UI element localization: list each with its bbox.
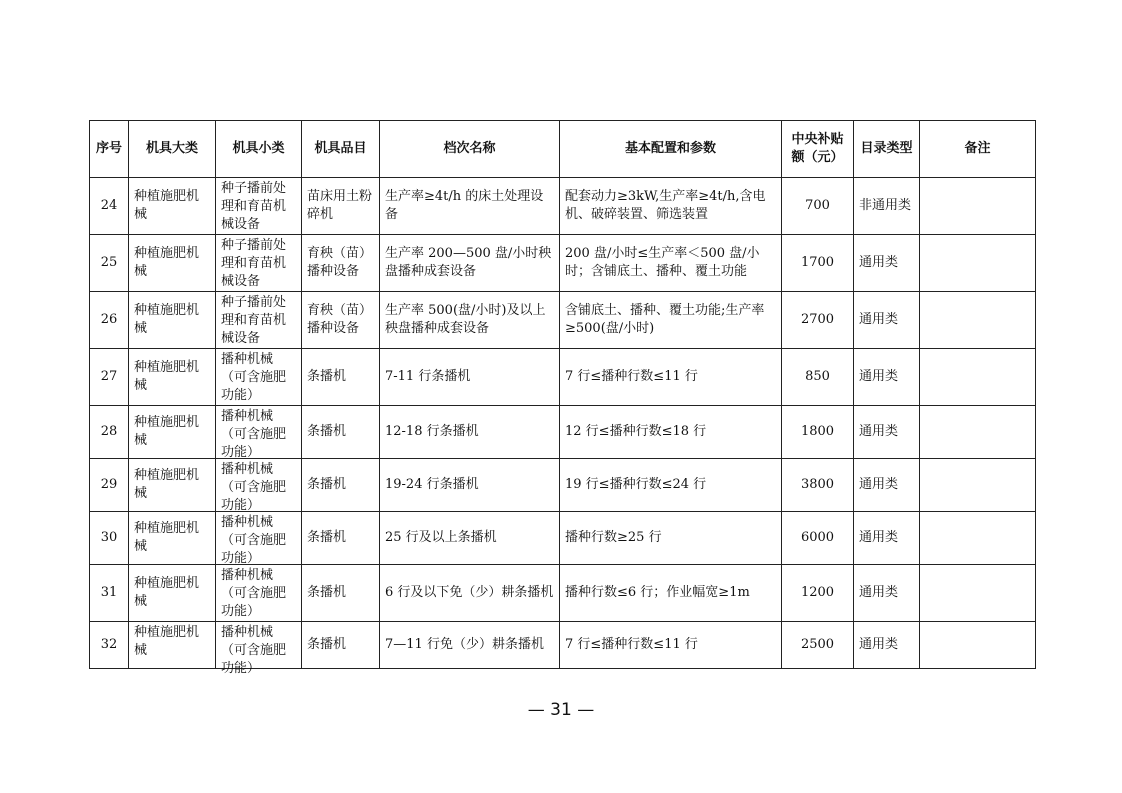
cell-minor-text: 播种机械（可含施肥功能）: [221, 409, 287, 460]
cell-catalog-type: 通用类: [854, 622, 920, 669]
cell-config: 7 行≤播种行数≤11 行: [560, 349, 782, 406]
cell-subsidy: 3800: [782, 459, 854, 512]
table-row: [90, 292, 1036, 349]
cell-catalog-type: 通用类: [854, 292, 920, 349]
cell-grade-name: 7-11 行条播机: [380, 349, 560, 406]
cell-config: 7 行≤播种行数≤11 行: [560, 622, 782, 669]
cell-catalog-type: 通用类: [854, 459, 920, 512]
cell-minor-text: 种子播前处理和育苗机械设备: [221, 238, 287, 289]
cell-major-category: 种植施肥机械: [129, 235, 216, 292]
cell-grade-name: 生产率 200—500 盘/小时秧盘播种成套设备: [380, 235, 560, 292]
cell-minor-category: [216, 459, 302, 512]
cell-item: 育秧（苗）播种设备: [302, 235, 380, 292]
header-no: 序号: [90, 121, 129, 178]
cell-config: 播种行数≤6 行；作业幅宽≥1m: [560, 565, 782, 622]
cell-note: [920, 292, 1036, 349]
cell-catalog-type: 通用类: [854, 406, 920, 459]
cell-catalog-type: 通用类: [854, 565, 920, 622]
cell-minor-category: [216, 565, 302, 622]
cell-minor-text: 种子播前处理和育苗机械设备: [221, 295, 287, 346]
cell-minor-category: [216, 406, 302, 459]
cell-subsidy: 1200: [782, 565, 854, 622]
cell-note: [920, 622, 1036, 669]
header-major-category: 机具大类: [129, 121, 216, 178]
header-config: 基本配置和参数: [560, 121, 782, 178]
cell-note: [920, 512, 1036, 565]
cell-major-category: 种植施肥机械: [129, 459, 216, 512]
cell-note: [920, 565, 1036, 622]
cell-item: 育秧（苗）播种设备: [302, 292, 380, 349]
table-row: [90, 459, 1036, 512]
cell-no: 32: [90, 622, 129, 669]
cell-config: 12 行≤播种行数≤18 行: [560, 406, 782, 459]
cell-config: 200 盘/小时≤生产率＜500 盘/小时；含铺底土、播种、覆土功能: [560, 235, 782, 292]
cell-note: [920, 459, 1036, 512]
subsidy-table: [89, 120, 1036, 676]
cell-minor-category: [216, 622, 302, 676]
cell-minor-text: 播种机械（可含施肥功能）: [221, 568, 287, 619]
cell-subsidy: 6000: [782, 512, 854, 565]
cell-grade-name: 7—11 行免（少）耕条播机: [380, 622, 560, 669]
cell-grade-name: 6 行及以下免（少）耕条播机: [380, 565, 560, 622]
table-row: [90, 406, 1036, 459]
cell-no: 27: [90, 349, 129, 406]
cell-no: 25: [90, 235, 129, 292]
cell-no: 28: [90, 406, 129, 459]
cell-note: [920, 178, 1036, 235]
cell-subsidy: 1800: [782, 406, 854, 459]
page-number: — 31 —: [527, 700, 595, 720]
header-item: 机具品目: [302, 121, 380, 178]
cell-subsidy: 2700: [782, 292, 854, 349]
cell-major-category: 种植施肥机械: [129, 406, 216, 459]
table-row: [90, 178, 1036, 235]
cell-item: 条播机: [302, 565, 380, 622]
cell-grade-name: 生产率 500(盘/小时)及以上秧盘播种成套设备: [380, 292, 560, 349]
cell-note: [920, 349, 1036, 406]
cell-subsidy: 2500: [782, 622, 854, 669]
cell-no: 31: [90, 565, 129, 622]
cell-catalog-type: 非通用类: [854, 178, 920, 235]
cell-minor-text: 播种机械（可含施肥功能）: [221, 625, 287, 676]
cell-config: 含铺底土、播种、覆土功能;生产率≥500(盘/小时): [560, 292, 782, 349]
cell-no: 30: [90, 512, 129, 565]
cell-no: 29: [90, 459, 129, 512]
cell-grade-name: 19-24 行条播机: [380, 459, 560, 512]
cell-no: 26: [90, 292, 129, 349]
cell-grade-name: 25 行及以上条播机: [380, 512, 560, 565]
cell-major-category: 种植施肥机械: [129, 512, 216, 565]
cell-item: 条播机: [302, 622, 380, 669]
cell-major-text: 种植施肥机械: [134, 625, 200, 658]
cell-config: 播种行数≥25 行: [560, 512, 782, 565]
cell-minor-text: 播种机械（可含施肥功能）: [221, 462, 287, 513]
cell-major-category: 种植施肥机械: [129, 349, 216, 406]
cell-subsidy: 850: [782, 349, 854, 406]
cell-major-category: [129, 622, 216, 669]
cell-minor-text: 种子播前处理和育苗机械设备: [221, 181, 287, 232]
table-row: [90, 235, 1036, 292]
header-row: [90, 121, 1036, 178]
cell-note: [920, 235, 1036, 292]
table-row: [90, 565, 1036, 622]
cell-major-category: 种植施肥机械: [129, 565, 216, 622]
cell-no: 24: [90, 178, 129, 235]
cell-minor-category: [216, 512, 302, 565]
cell-note: [920, 406, 1036, 459]
header-grade-name: 档次名称: [380, 121, 560, 178]
cell-item: 条播机: [302, 459, 380, 512]
cell-subsidy: 1700: [782, 235, 854, 292]
header-note: 备注: [920, 121, 1036, 178]
table-row: [90, 512, 1036, 565]
cell-minor-category: [216, 235, 302, 292]
table-row: [90, 349, 1036, 406]
cell-item: 条播机: [302, 349, 380, 406]
header-minor-category: 机具小类: [216, 121, 302, 178]
table-row: [90, 622, 1036, 669]
cell-grade-name: 生产率≥4t/h 的床土处理设备: [380, 178, 560, 235]
cell-catalog-type: 通用类: [854, 349, 920, 406]
cell-item: 条播机: [302, 512, 380, 565]
header-subsidy: 中央补贴额（元）: [782, 121, 854, 178]
cell-minor-category: [216, 292, 302, 349]
cell-grade-name: 12-18 行条播机: [380, 406, 560, 459]
cell-minor-category: [216, 349, 302, 406]
cell-minor-category: [216, 178, 302, 235]
cell-subsidy: 700: [782, 178, 854, 235]
cell-catalog-type: 通用类: [854, 512, 920, 565]
cell-major-category: 种植施肥机械: [129, 292, 216, 349]
cell-config: 19 行≤播种行数≤24 行: [560, 459, 782, 512]
cell-item: 苗床用土粉碎机: [302, 178, 380, 235]
cell-config: 配套动力≥3kW,生产率≥4t/h,含电机、破碎装置、筛选装置: [560, 178, 782, 235]
cell-minor-text: 播种机械（可含施肥功能）: [221, 515, 287, 566]
cell-minor-text: 播种机械（可含施肥功能）: [221, 352, 287, 403]
cell-major-category: 种植施肥机械: [129, 178, 216, 235]
header-catalog-type: 目录类型: [854, 121, 920, 178]
cell-catalog-type: 通用类: [854, 235, 920, 292]
cell-item: 条播机: [302, 406, 380, 459]
